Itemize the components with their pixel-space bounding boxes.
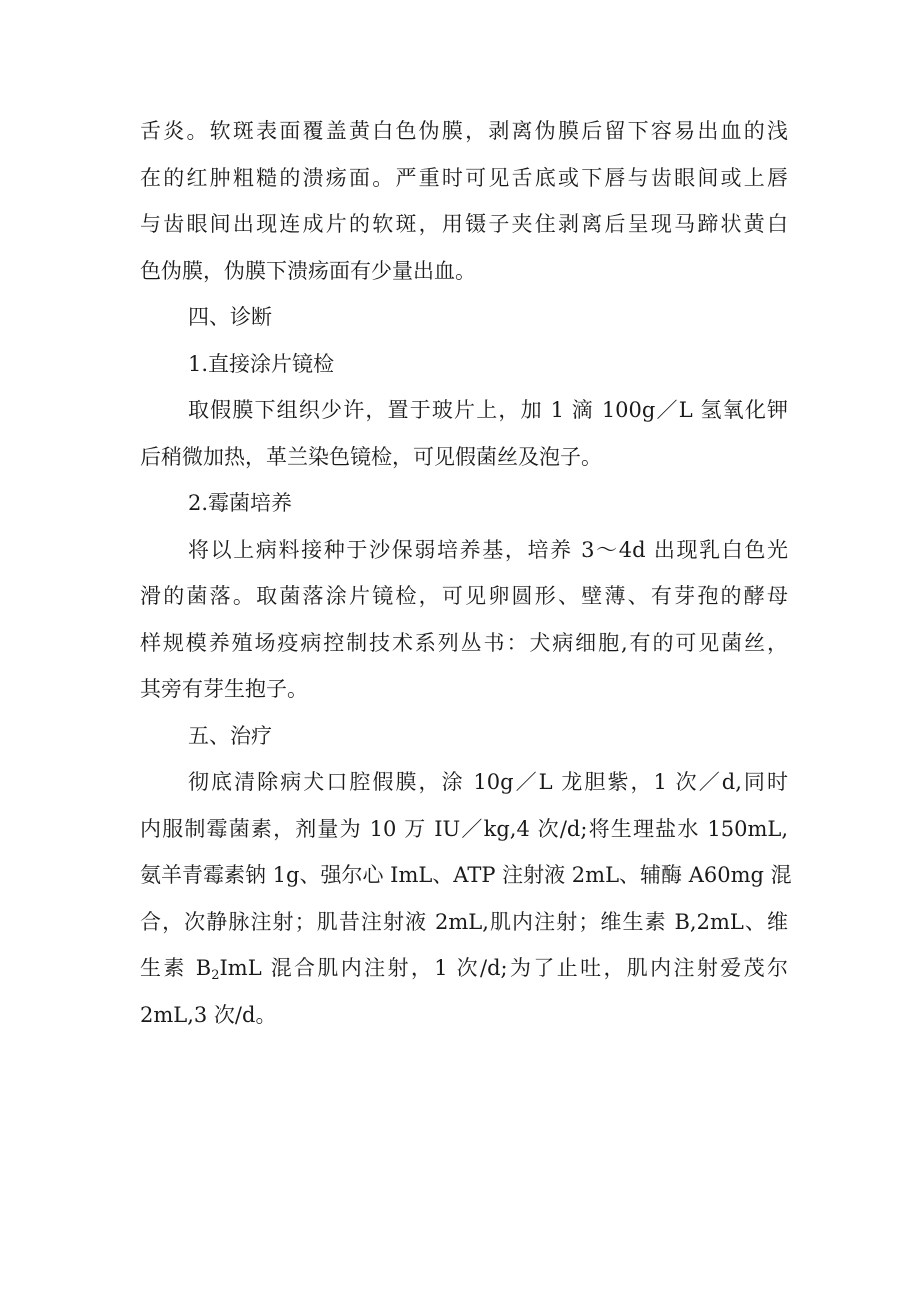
text-line: 色伪膜，伪膜下溃疡面有少量出血。 bbox=[140, 258, 476, 283]
subscript: 2 bbox=[211, 968, 220, 983]
text-line: 与齿眼间出现连成片的软斑，用镊子夹住剥离后呈现马蹄状黄白 bbox=[140, 212, 788, 236]
paragraph-symptoms bbox=[140, 108, 788, 294]
section-heading-diagnosis: 四、诊断 bbox=[188, 305, 272, 329]
section-heading-treatment: 五、治疗 bbox=[188, 723, 272, 748]
text-line: 样规模养殖场疫病控制技术系列丛书：犬病细胞,有的可见菌丝， bbox=[140, 630, 788, 655]
text-fragment: 生素 B bbox=[140, 956, 212, 980]
text-line: 氨羊青霉素钠 1g、强尔心 ImL、ATP 注射液 2mL、辅酶 A60mg 混 bbox=[140, 863, 792, 887]
text-fragment: ImL 混合肌内注射，1 次/d;为了止吐，肌内注射爱茂尔 bbox=[219, 956, 789, 980]
paragraph-culture bbox=[140, 527, 788, 713]
paragraph-treatment bbox=[140, 759, 792, 1038]
subheading-culture: 2.霉菌培养 bbox=[188, 491, 293, 515]
text-line: 在的红肿粗糙的溃疡面。严重时可见舌底或下唇与齿眼间或上唇 bbox=[140, 165, 788, 190]
paragraph-direct-smear bbox=[140, 387, 788, 480]
text-line: 合，次静脉注射；肌昔注射液 2mL,肌内注射；维生素 B,2mL、维 bbox=[140, 909, 788, 934]
text-line: 后稍微加热，革兰染色镜检，可见假菌丝及泡子。 bbox=[140, 444, 602, 469]
text-line-with-subscript bbox=[140, 945, 788, 992]
text-line: 内服制霉菌素，剂量为 10 万 IU／kg,4 次/d;将生理盐水 150mL, bbox=[140, 816, 788, 841]
text-line: 其旁有芽生抱子。 bbox=[140, 677, 308, 701]
text-line: 2mL,3 次/d。 bbox=[140, 1002, 277, 1027]
subheading-direct-smear: 1.直接涂片镜检 bbox=[188, 351, 335, 376]
document-body bbox=[140, 108, 792, 1038]
text-line: 将以上病料接种于沙保弱培养基，培养 3～4d 出现乳白色光 bbox=[188, 537, 788, 562]
text-line: 取假膜下组织少许，置于玻片上，加 1 滴 100g／L 氢氧化钾 bbox=[188, 398, 788, 422]
text-line: 滑的菌落。取菌落涂片镜检，可见卵圆形、壁薄、有芽孢的酵母 bbox=[140, 584, 788, 608]
text-line: 舌炎。软斑表面覆盖黄白色伪膜，剥离伪膜后留下容易出血的浅 bbox=[140, 119, 788, 143]
text-line: 彻底清除病犬口腔假膜，涂 10g／L 龙胆紫，1 次／d,同时 bbox=[188, 770, 788, 794]
